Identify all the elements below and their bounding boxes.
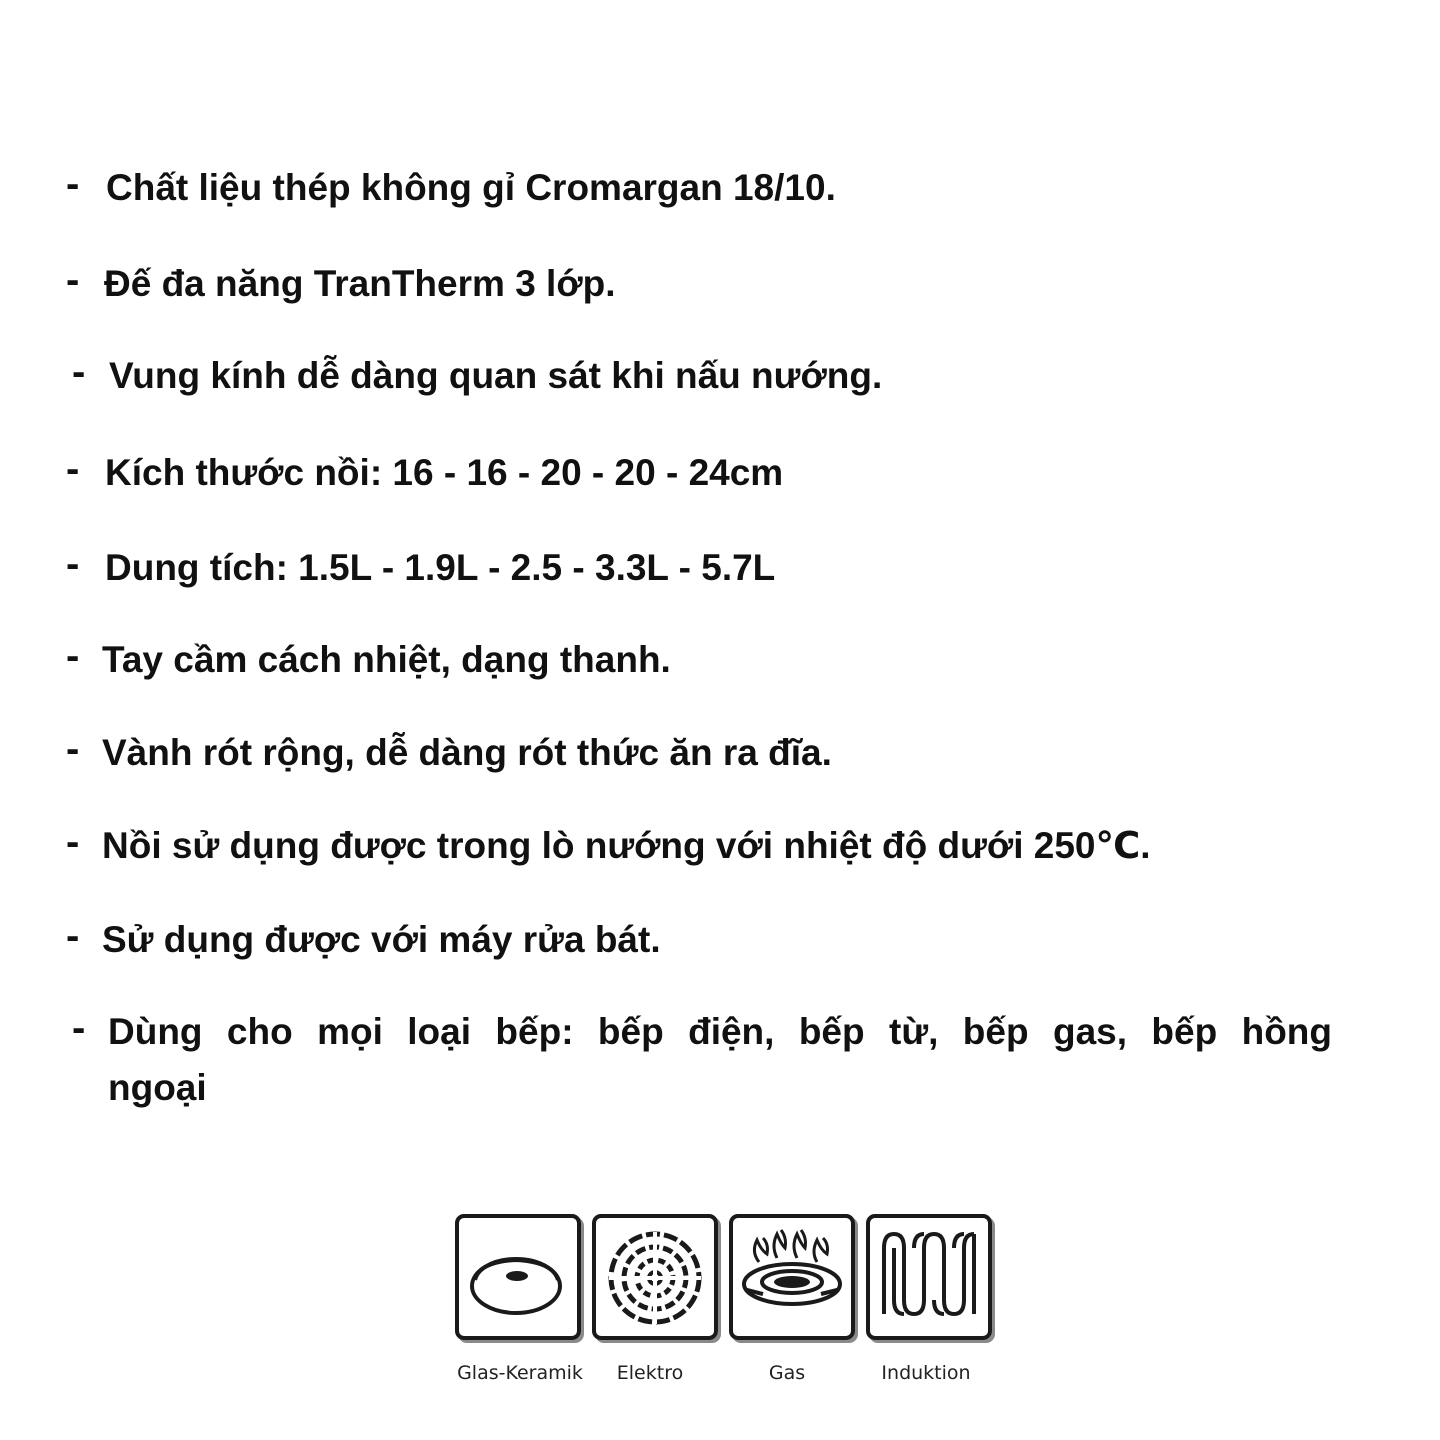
feature-text: Nồi sử dụng được trong lò nướng với nhiệt độ dưới 250℃. — [102, 825, 1151, 866]
feature-text: Vành rót rộng, dễ dàng rót thức ăn ra đĩa. — [102, 732, 832, 773]
icon-label-gas: Gas — [768, 1362, 806, 1384]
feature-text: Sử dụng được với máy rửa bát. — [102, 919, 661, 960]
feature-text: Tay cầm cách nhiệt, dạng thanh. — [102, 639, 671, 680]
stove-compatibility-icons — [455, 1214, 1000, 1394]
icon-label-elektro: Elektro — [616, 1362, 684, 1384]
feature-text: Dùng cho mọi loại bếp: bếp điện, bếp từ, bếp gas, bếp hồng ngoại — [108, 1011, 1332, 1108]
feature-text: Kích thước nồi: 16 - 16 - 20 - 20 - 24cm — [105, 452, 784, 493]
bullet-dash: - — [66, 447, 80, 491]
electric-hob-icon — [592, 1214, 718, 1340]
bullet-dash: - — [66, 258, 80, 302]
glass-ceramic-icon — [455, 1214, 581, 1340]
bullet-dash: - — [66, 727, 80, 771]
feature-text: Chất liệu thép không gỉ Cromargan 18/10. — [106, 167, 836, 208]
feature-text: Vung kính dễ dàng quan sát khi nấu nướng. — [109, 355, 883, 396]
bullet-dash: - — [66, 542, 80, 586]
gas-burner-icon — [729, 1214, 855, 1340]
bullet-dash: - — [66, 162, 80, 206]
icon-label-induktion: Induktion — [881, 1362, 971, 1384]
induction-coil-icon — [866, 1214, 992, 1340]
bullet-dash: - — [66, 634, 80, 678]
bullet-dash: - — [66, 914, 80, 958]
bullet-dash: - — [72, 350, 86, 394]
bullet-dash: - — [66, 820, 80, 864]
feature-text: Đế đa năng TranTherm 3 lớp. — [104, 263, 616, 304]
icon-label-glas-keramik: Glas-Keramik — [457, 1362, 583, 1384]
feature-text: Dung tích: 1.5L - 1.9L - 2.5 - 3.3L - 5.7L — [105, 547, 776, 588]
